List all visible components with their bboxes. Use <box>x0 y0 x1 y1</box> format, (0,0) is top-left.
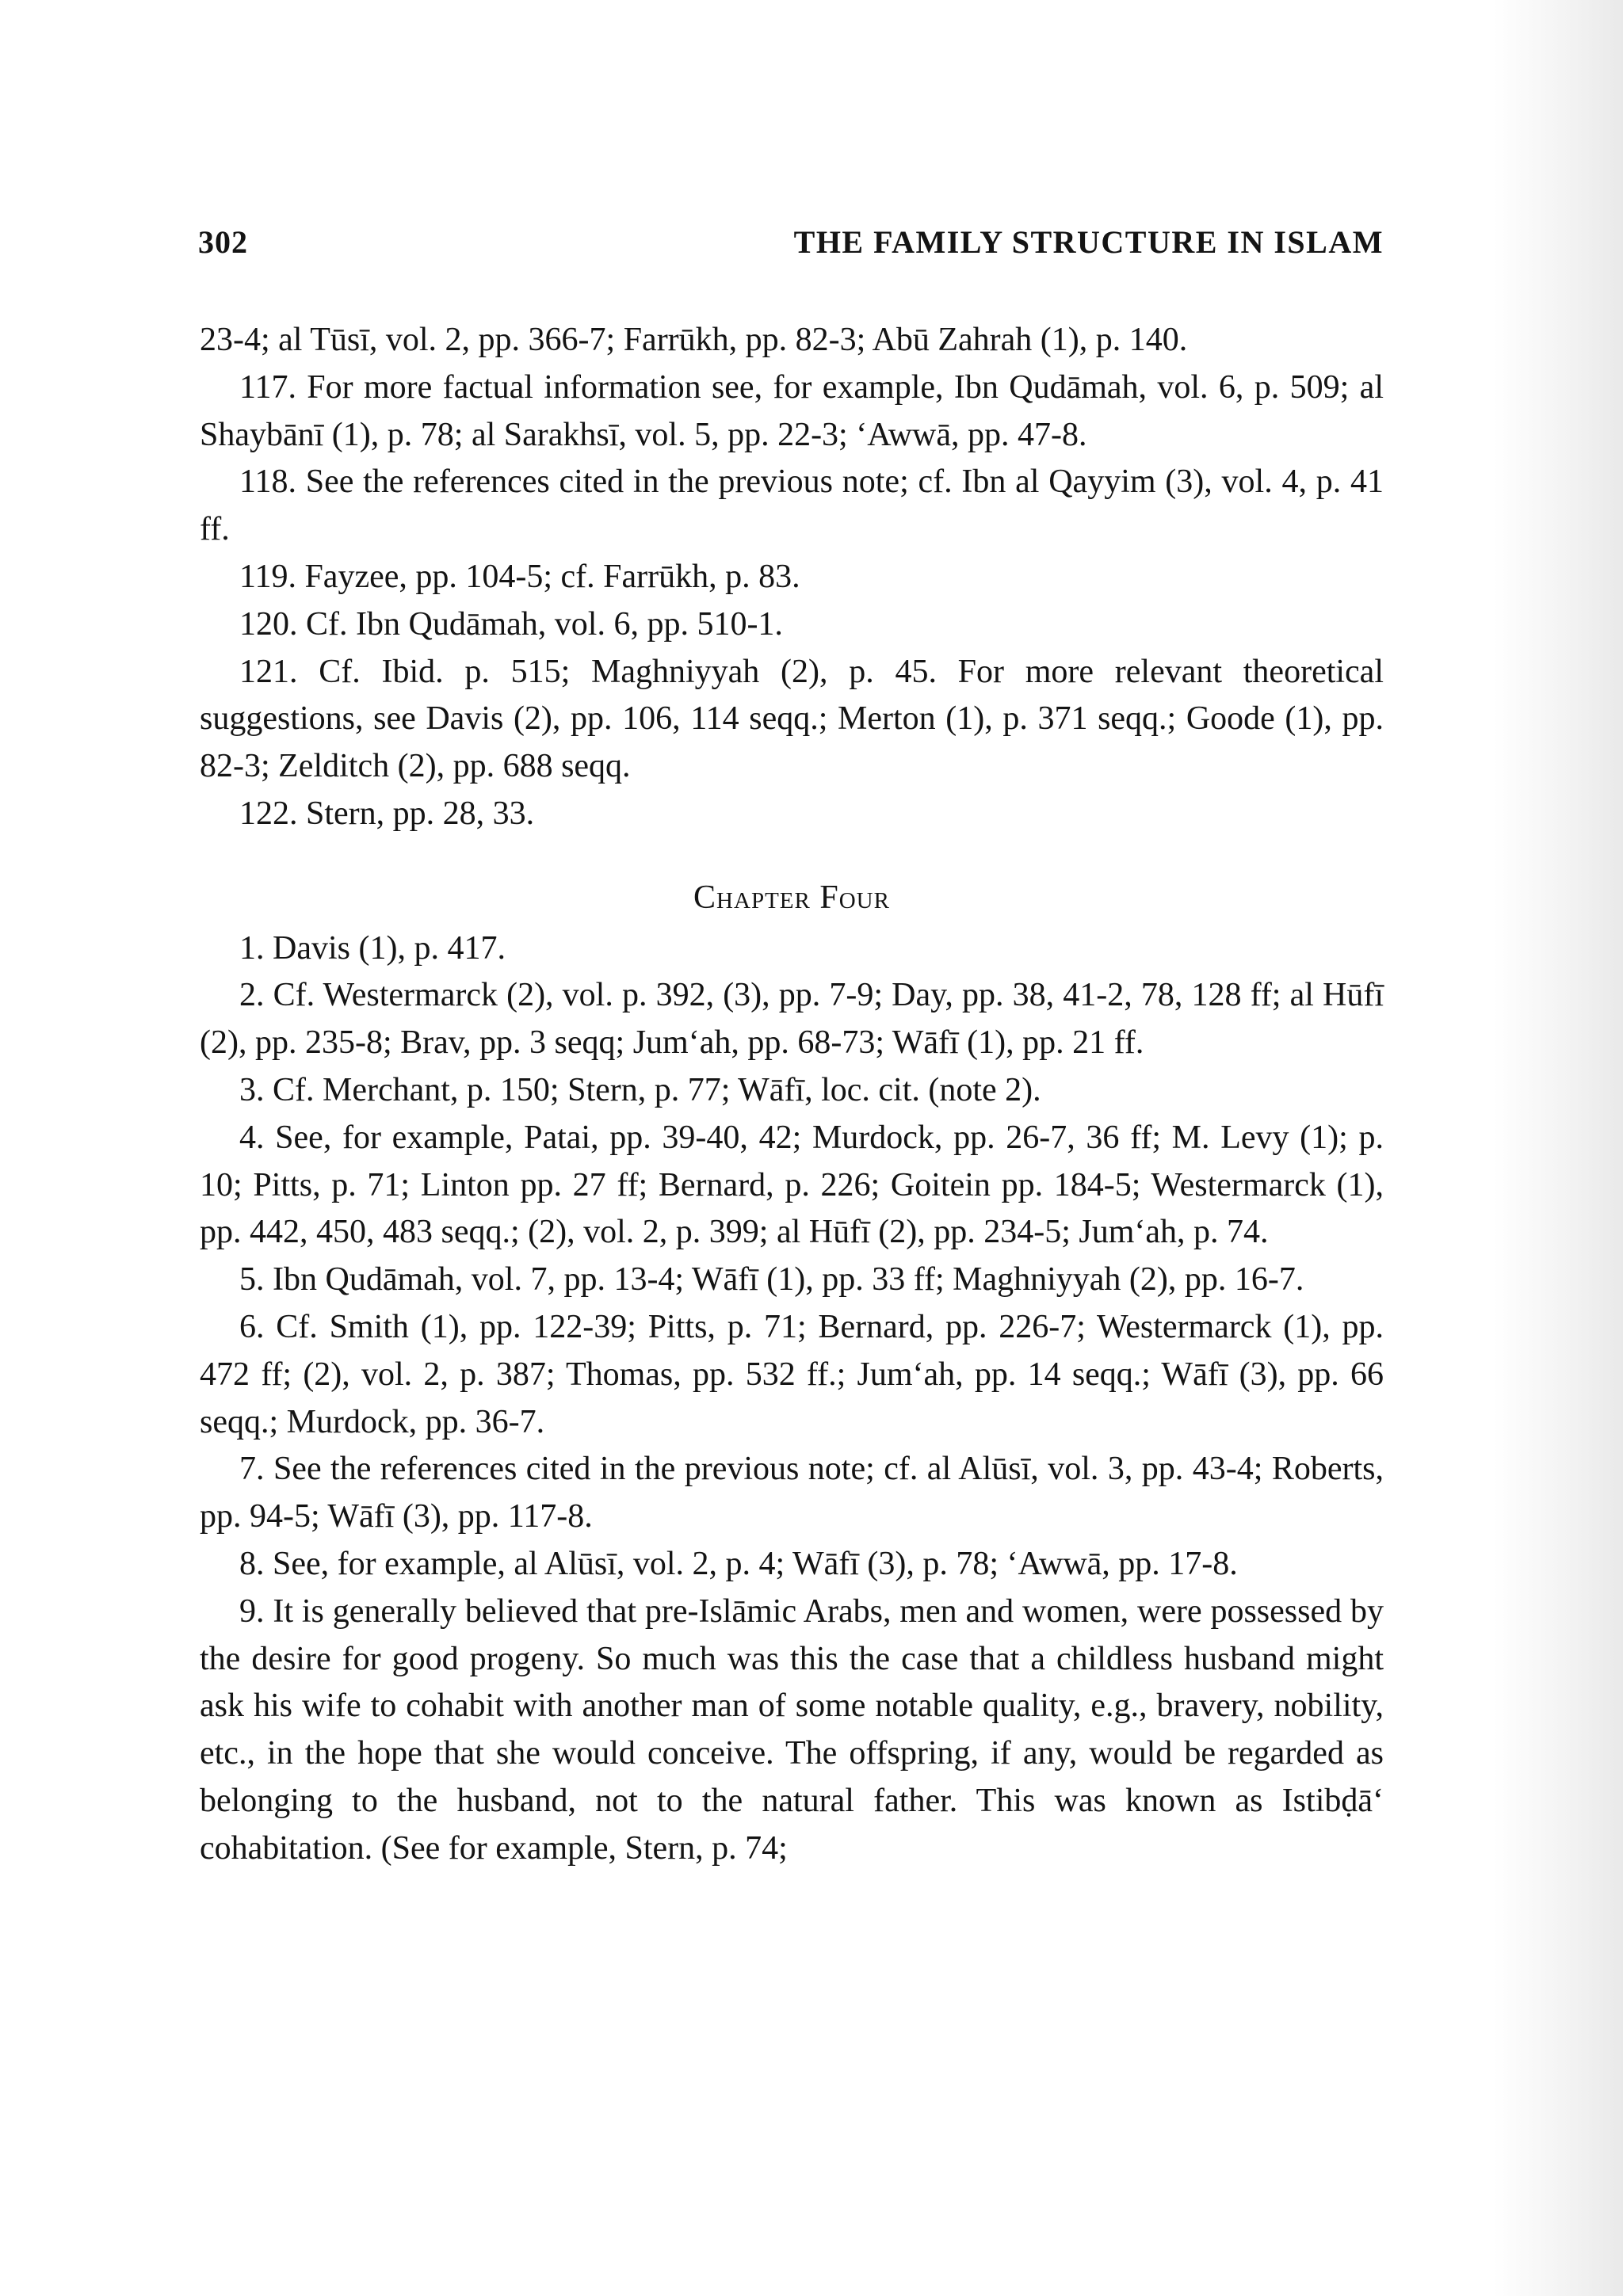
chapter4-note-3: 3. Cf. Merchant, p. 150; Stern, p. 77; Wāfī, loc. cit. (note 2). <box>239 1071 1041 1108</box>
footnotes-body <box>200 317 1384 1873</box>
note-121: 121. Cf. Ibid. p. 515; Maghniyyah (2), p. 45. For more relevant theoretical suggestions, see Davis (2), pp. 106, 114 seqq.; Merton (1), p. 371 seqq.; Goode (1), pp. 82-3; Zelditch (2), pp. 688 seqq. <box>200 653 1384 785</box>
note-120: 120. Cf. Ibn Qudāmah, vol. 6, pp. 510-1. <box>239 605 783 643</box>
running-header <box>198 223 1384 263</box>
chapter4-note-5: 5. Ibn Qudāmah, vol. 7, pp. 13-4; Wāfī (1), pp. 33 ff; Maghniyyah (2), pp. 16-7. <box>239 1261 1304 1299</box>
page-number: 302 <box>198 224 248 260</box>
chapter4-note-8: 8. See, for example, al Alūsī, vol. 2, p. 4; Wāfī (3), p. 78; ‘Awwā, pp. 17-8. <box>239 1545 1238 1582</box>
note-119: 119. Fayzee, pp. 104-5; cf. Farrūkh, p. 83. <box>239 558 800 595</box>
chapter4-note-7: 7. See the references cited in the previous note; cf. al Alūsī, vol. 3, pp. 43-4; Roberts, pp. 94-5; Wāfī (3), pp. 117-8. <box>200 1451 1384 1535</box>
chapter4-note-1: 1. Davis (1), p. 417. <box>239 929 506 967</box>
chapter-heading: Chapter Four <box>693 879 890 916</box>
running-title: THE FAMILY STRUCTURE IN ISLAM <box>793 224 1384 260</box>
chapter4-note-9: 9. It is generally believed that pre-Islāmic Arabs, men and women, were possessed by the desire for good progeny. So much was this the case that a childless husband might ask his wife to cohabit with another man of some notable quality, e.g., bravery, nobility, etc., in the hope that she would conceive. The offspring, if any, would be regarded as belonging to the husband, not to the natural father. This was known as Istibḍā‘ cohabitation. (See for example, Stern, p. 74; <box>200 1592 1384 1867</box>
note-117: 117. For more factual information see, for example, Ibn Qudāmah, vol. 6, p. 509; al Shaybānī (1), p. 78; al Sarakhsī, vol. 5, pp. 22-3; ‘Awwā, pp. 47-8. <box>200 368 1384 453</box>
chapter4-note-2: 2. Cf. Westermarck (2), vol. p. 392, (3), pp. 7-9; Day, pp. 38, 41-2, 78, 128 ff; al Hūfī (2), pp. 235-8; Brav, pp. 3 seqq; Jum‘ah, pp. 68-73; Wāfī (1), pp. 21 ff. <box>200 977 1384 1062</box>
note-122: 122. Stern, pp. 28, 33. <box>239 795 535 832</box>
note-continuation: 23-4; al Tūsī, vol. 2, pp. 366-7; Farrūkh, pp. 82-3; Abū Zahrah (1), p. 140. <box>200 322 1188 358</box>
note-118: 118. See the references cited in the previous note; cf. Ibn al Qayyim (3), vol. 4, p. 41 ff. <box>200 463 1384 548</box>
chapter4-note-6: 6. Cf. Smith (1), pp. 122-39; Pitts, p. 71; Bernard, pp. 226-7; Westermarck (1), pp. 472 ff; (2), vol. 2, p. 387; Thomas, pp. 532 ff.; Jum‘ah, pp. 14 seqq.; Wāfī (3), pp. 66 seqq.; Murdock, pp. 36-7. <box>200 1308 1384 1440</box>
chapter4-note-4: 4. See, for example, Patai, pp. 39-40, 42; Murdock, pp. 26-7, 36 ff; M. Levy (1); p. 10; Pitts, p. 71; Linton pp. 27 ff; Bernard, p. 226; Goitein pp. 184-5; Westermarck (1), pp. 442, 450, 483 seqq.; (2), vol. 2, p. 399; al Hūfī (2), pp. 234-5; Jum‘ah, p. 74. <box>200 1119 1384 1251</box>
